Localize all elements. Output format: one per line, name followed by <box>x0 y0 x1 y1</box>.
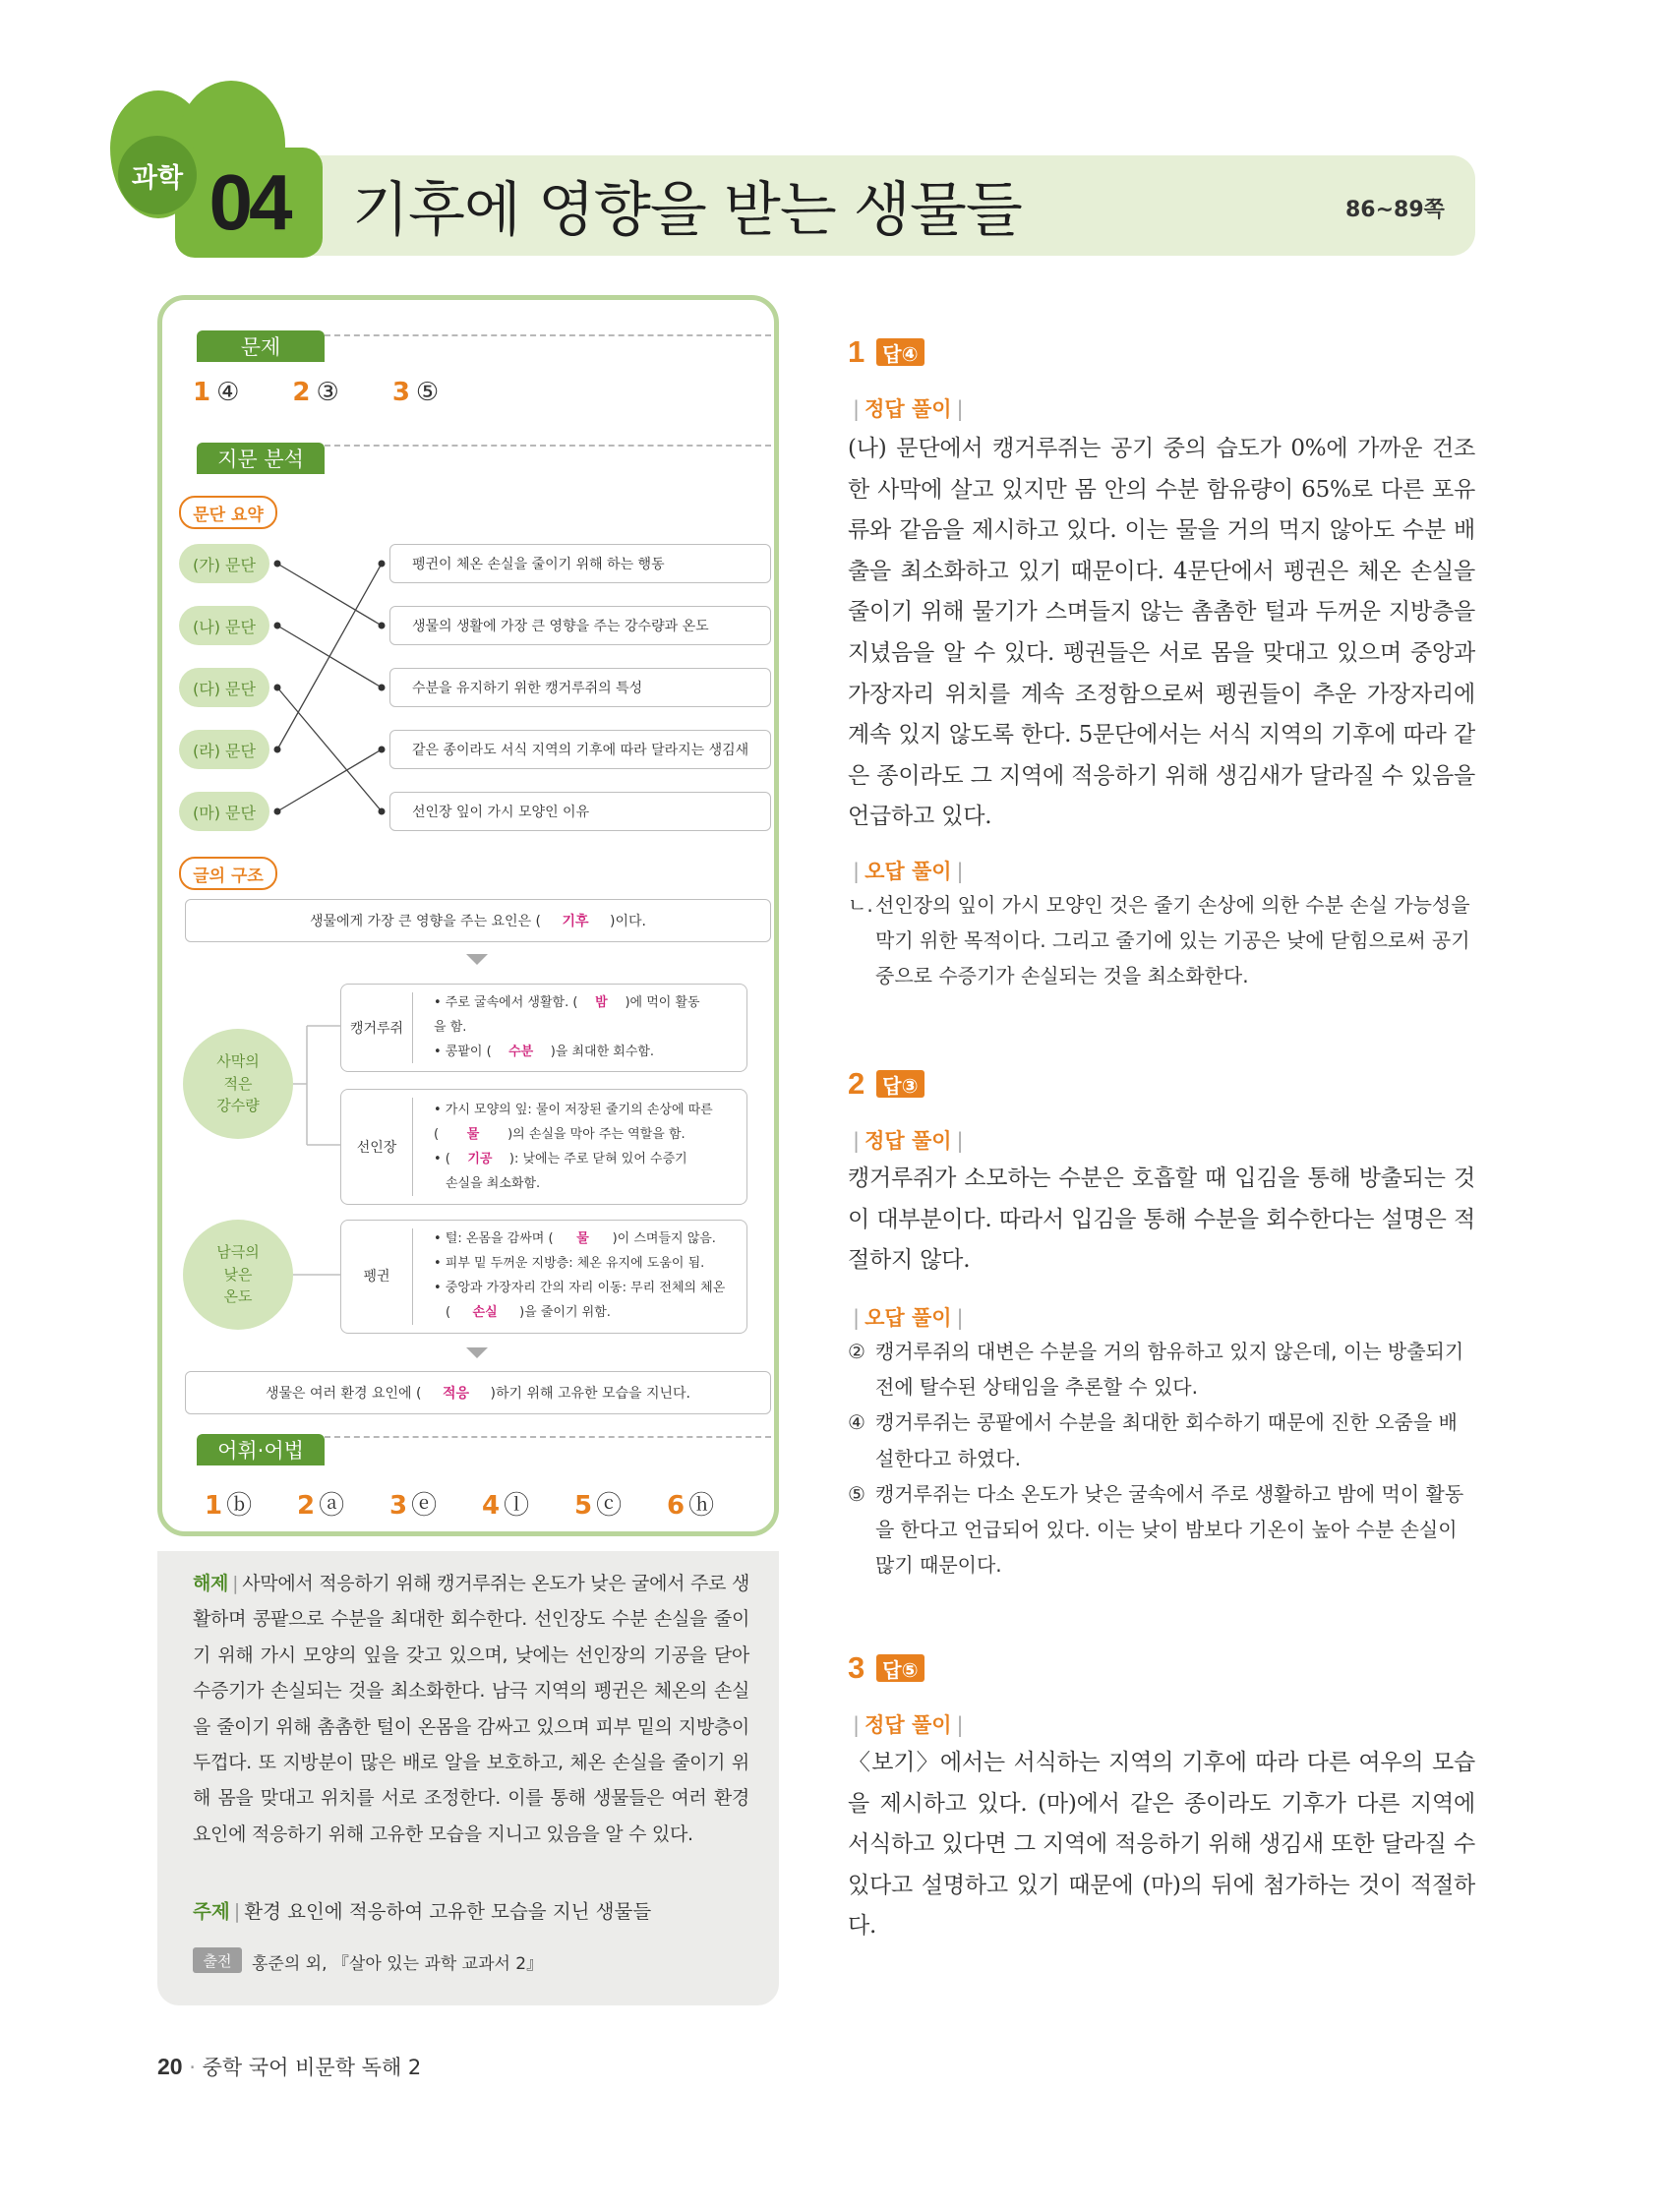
answer-item: 2 ③ <box>292 378 339 407</box>
answer-item: 1 ④ <box>193 378 240 407</box>
summary-box: 생물의 생활에 가장 큰 영향을 주는 강수량과 온도 <box>389 606 771 645</box>
commentary-label: 해제 <box>193 1573 229 1594</box>
paragraph-label: (라) 문단 <box>179 730 269 769</box>
summary-box: 같은 종이라도 서식 지역의 기후에 따라 달라지는 생김새 <box>389 730 771 769</box>
wrong-solution-list <box>848 887 1475 994</box>
organism-box-cactus: 선인장 • 가시 모양의 잎: 물이 저장된 줄기의 손상에 따른 ( 물 )의 손실을 막아 주는 역할을 함. • ( 기공 ): 낮에는 주로 닫혀 있어 수증기 손실을 최소화함. <box>340 1089 747 1205</box>
paragraph-label: (나) 문단 <box>179 606 269 645</box>
wrong-solution-label: | 오답 풀이 | <box>853 860 964 883</box>
answers-tab: 문제 <box>197 330 325 362</box>
connector-line <box>293 1269 342 1288</box>
vocab-answer-list <box>205 1485 759 1522</box>
question-header: 3 답⑤ <box>848 1650 924 1686</box>
organism-box-kangaroo-rat: 캥거루쥐 • 주로 굴속에서 생활함. ( 밤 )에 먹이 활동 을 함. • 콩팥이 ( 수분 )을 최대한 회수함. <box>340 984 747 1072</box>
vocab-answer-item: 1 ⓑ <box>205 1491 253 1521</box>
wrong-solution-item: ② 캥거루쥐의 대변은 수분을 거의 함유하고 있지 않은데, 이는 방출되기 전에 탈수된 상태임을 추론할 수 있다. <box>848 1340 1464 1400</box>
answer-badge: 답④ <box>876 338 924 366</box>
commentary-text: 해제 | 사막에서 적응하기 위해 캥거루쥐는 온도가 낮은 굴에서 주로 생활하며 콩팥으로 수분을 최대한 회수한다. 선인장도 수분 손실을 줄이기 위해 가시 모양의 잎을 갖고 있으며, 낮에는 선인장의 기공을 닫아 수증기가 손실되는 것을 최소화한다. 남극 지역의 펭귄은 체온의 손실을 줄이기 위해 촘촘한 털이 온몸을 감싸고 있으며 피부 밑의 지방층이 두껍다. 또 지방분이 많은 배로 알을 보호하고, 체온 손실을 줄이기 위해 몸을 맞대고 위치를 서로 조정한다. 이를 통해 생물들은 여러 환경 요인에 적응하기 위해 고유한 모습을 지니고 있음을 알 수 있다. <box>193 1573 749 1845</box>
divider <box>325 445 771 447</box>
paragraph-label: (가) 문단 <box>179 544 269 583</box>
vocab-answer-item: 5 ⓒ <box>574 1491 623 1521</box>
vocab-answer-item: 4 ⓛ <box>482 1491 530 1521</box>
divider <box>325 1436 771 1438</box>
summary-box: 선인장 잎이 가시 모양인 이유 <box>389 792 771 831</box>
matching-lines <box>266 541 393 836</box>
divider <box>325 334 771 336</box>
vocab-tab: 어휘·어법 <box>197 1434 325 1465</box>
paragraph-label: (다) 문단 <box>179 668 269 707</box>
environment-circle: 사막의 적은 강수량 <box>183 1029 293 1139</box>
answer-badge: 답⑤ <box>876 1654 924 1682</box>
structure-top-box: 생물에게 가장 큰 영향을 주는 요인은 ( 기후 )이다. <box>185 899 771 942</box>
answer-badge: 답③ <box>876 1070 924 1098</box>
summary-label: 문단 요약 <box>179 496 277 529</box>
correct-solution-label: | 정답 풀이 | <box>853 1713 964 1737</box>
wrong-solution-item: ⑤ 캥거루쥐는 다소 온도가 낮은 굴속에서 주로 생활하고 밤에 먹이 활동을 한다고 언급되어 있다. 이는 낮이 밤보다 기온이 높아 수분 손실이 많기 때문이다. <box>848 1481 1464 1578</box>
organism-box-penguin: 펭귄 • 털: 온몸을 감싸며 ( 물 )이 스며들지 않음. • 피부 밑 두꺼운 지방층: 체온 유지에 도움이 됨. • 중앙과 가장자리 간의 자리 이동: 무리 전체의 체온 ( 손실 )을 줄이기 위함. <box>340 1220 747 1334</box>
answer-item: 3 ⑤ <box>391 378 440 407</box>
vocab-answer-item: 3 ⓔ <box>389 1491 438 1521</box>
explanation-text: (나) 문단에서 캥거루쥐는 공기 중의 습도가 0%에 가까운 건조한 사막에 살고 있지만 몸 안의 수분 함유량이 65%로 다른 포유류와 같음을 제시하고 있다. 이는 물을 거의 먹지 않아도 수분 배출을 최소화하고 있기 때문이다. 4문단에서 펭권은 체온 손실을 줄이기 위해 물기가 스며들지 않는 촘촘한 털과 두꺼운 지방층을 지녔음을 알 수 있다. 펭권들은 서로 몸을 맞대고 있으며 중앙과 가장자리 위치를 계속 조정함으로써 펭권들이 추운 가장자리에 계속 있지 않도록 한다. 5문단에서는 서식 지역의 기후에 따라 같은 종이라도 그 지역에 적응하기 위해 생김새가 달라질 수 있음을 언급하고 있다. <box>848 436 1475 830</box>
explanation-text: 〈보기〉에서는 서식하는 지역의 기후에 따라 다른 여우의 모습을 제시하고 있다. (마)에서 같은 종이라도 기후가 다른 지역에 서식하고 있다면 그 지역에 적응하기 위해 생김새 또한 달라질 수 있다고 설명하고 있기 때문에 (마)의 뒤에 첨가하는 것이 적절하다. <box>848 1750 1475 1940</box>
page-range: 86~89쪽 <box>1345 198 1445 222</box>
theme: 주제 | 환경 요인에 적응하여 고유한 모습을 지닌 생물들 <box>193 1900 652 1923</box>
source-tag: 출전 <box>193 1947 242 1973</box>
summary-box: 수분을 유지하기 위한 캥거루쥐의 특성 <box>389 668 771 707</box>
vocab-answer-item: 2 ⓐ <box>297 1491 345 1521</box>
page-footer: 20 · 중학 국어 비문학 독해 2 <box>157 2054 422 2079</box>
analysis-tab: 지문 분석 <box>197 443 325 474</box>
correct-solution-label: | 정답 풀이 | <box>853 1129 964 1153</box>
summary-box: 펭귄이 체온 손실을 줄이기 위해 하는 행동 <box>389 544 771 583</box>
wrong-solution-list <box>848 1334 1475 1583</box>
down-arrow-icon <box>466 954 488 965</box>
vocab-answer-item: 6 ⓗ <box>667 1491 715 1521</box>
source-text: 홍준의 외, 『살아 있는 과학 교과서 2』 <box>252 1954 544 1974</box>
question-header: 2 답③ <box>848 1066 924 1102</box>
wrong-solution-item: ④ 캥거루쥐는 콩팥에서 수분을 최대한 회수하기 때문에 진한 오줌을 배설한다고 하였다. <box>848 1410 1458 1470</box>
question-header: 1 답④ <box>848 334 924 370</box>
page-number: 20 <box>157 2054 183 2079</box>
structure-bottom-box: 생물은 여러 환경 요인에 ( 적응 )하기 위해 고유한 모습을 지닌다. <box>185 1371 771 1414</box>
theme-label: 주제 <box>193 1900 230 1923</box>
answer-list <box>193 378 439 407</box>
bracket-lines <box>293 1023 342 1161</box>
paragraph-label: (마) 문단 <box>179 792 269 831</box>
page-title: 기후에 영향을 받는 생물들 <box>352 176 1022 245</box>
explanation-text: 캥거루쥐가 소모하는 수분은 호흡할 때 입김을 통해 방출되는 것이 대부분이다. 따라서 입김을 통해 수분을 회수한다는 설명은 적절하지 않다. <box>848 1166 1475 1274</box>
lesson-number: 04 <box>175 148 323 258</box>
correct-solution-label: | 정답 풀이 | <box>853 397 964 421</box>
structure-label: 글의 구조 <box>179 857 277 890</box>
wrong-solution-label: | 오답 풀이 | <box>853 1306 964 1330</box>
down-arrow-icon <box>466 1347 488 1358</box>
wrong-solution-item: ㄴ. 선인장의 잎이 가시 모양인 것은 줄기 손상에 의한 수분 손실 가능성을 막기 위한 목적이다. 그리고 줄기에 있는 기공은 낮에 닫힘으로써 공기 중으로 수증기가 손실되는 것을 최소화한다. <box>848 893 1470 988</box>
subject-badge: 과학 <box>118 136 197 214</box>
book-title: 중학 국어 비문학 독해 2 <box>202 2056 422 2079</box>
environment-circle: 남극의 낮은 온도 <box>183 1220 293 1330</box>
